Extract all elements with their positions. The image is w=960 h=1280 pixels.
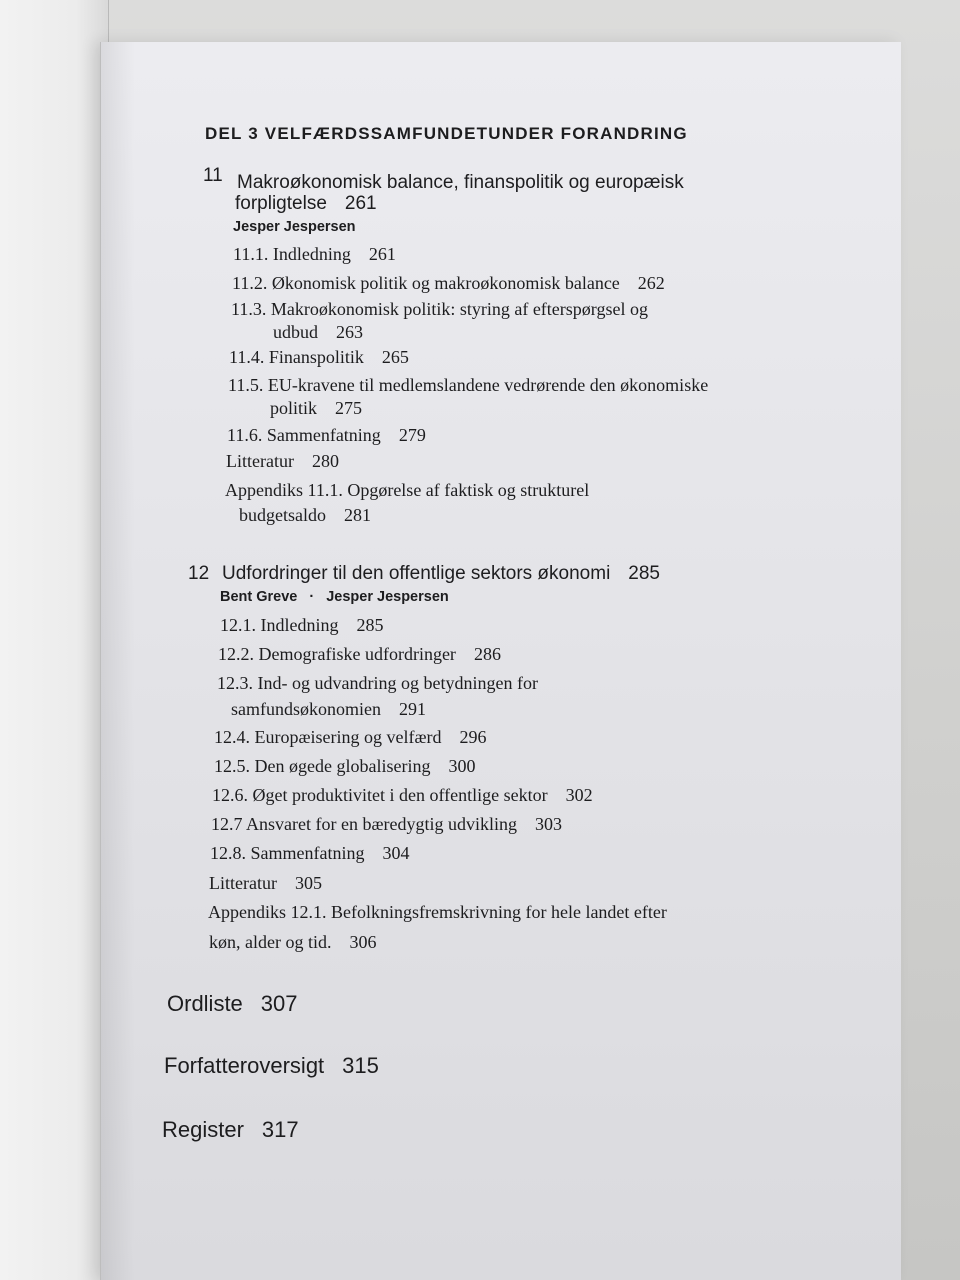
chapter-11-page: 261 [344, 193, 377, 214]
toc-entry: Litteratur 280 [226, 451, 339, 471]
toc-entry-cont: samfundsøkonomien 291 [231, 699, 426, 719]
toc-entry: 12.5. Den øgede globalisering 300 [214, 756, 476, 776]
chapter-12-page: 285 [628, 563, 660, 584]
toc-entry-cont: politik 275 [270, 398, 363, 418]
chapter-12-title: Udfordringer til den offentlige sektors økonomi 285 [222, 563, 660, 584]
toc-entry: 12.3. Ind- og udvandring og betydningen for [217, 673, 538, 693]
section-forfatteroversigt: Forfatteroversigt 315 [164, 1053, 379, 1078]
toc-entry: Litteratur 305 [209, 873, 322, 893]
chapter-12-number: 12 [188, 563, 210, 584]
toc-entry: Appendiks 12.1. Befolkningsfremskrivning for hele landet efter [208, 902, 667, 922]
chapter-11-title-cont: forpligtelse 261 [235, 193, 377, 214]
toc-entry: 11.1. Indledning 261 [233, 244, 396, 264]
toc-entry: 11.6. Sammenfatning 279 [227, 425, 426, 445]
section-register: Register 317 [162, 1117, 299, 1142]
toc-entry: 12.6. Øget produktivitet i den offentlige sektor 302 [212, 785, 593, 805]
part-heading: DEL 3 VELFÆRDSSAMFUNDETUNDER FORANDRING [205, 124, 688, 143]
toc-entry: 12.4. Europæisering og velfærd 296 [214, 727, 487, 747]
toc-entry-cont: budgetsaldo 281 [239, 505, 371, 525]
toc-entry: Appendiks 11.1. Opgørelse af faktisk og strukturel [225, 480, 590, 500]
toc-entry: 11.4. Finanspolitik 265 [229, 347, 409, 367]
left-page-edge [0, 0, 109, 1280]
toc-entry: 12.2. Demografiske udfordringer 286 [218, 644, 501, 664]
toc-entry: 12.8. Sammenfatning 304 [210, 843, 410, 863]
toc-entry: 12.1. Indledning 285 [220, 615, 384, 635]
toc-entry: 12.7 Ansvaret for en bæredygtig udvikling 303 [211, 814, 562, 834]
section-ordliste: Ordliste 307 [167, 991, 298, 1016]
chapter-11-author: Jesper Jespersen [233, 219, 356, 235]
chapter-11-title: Makroøkonomisk balance, finanspolitik og europæisk [237, 172, 684, 193]
toc-entry: 11.5. EU-kravene til medlemslandene vedrørende den økonomiske [228, 375, 709, 395]
toc-entry-cont: køn, alder og tid. 306 [209, 932, 377, 952]
chapter-11-number: 11 [203, 165, 223, 186]
toc-entry: 11.3. Makroøkonomisk politik: styring af efterspørgsel og [231, 299, 648, 319]
toc-entry-cont: udbud 263 [273, 322, 363, 342]
chapter-12-authors: Bent Greve · Jesper Jespersen [220, 589, 449, 605]
toc-entry: 11.2. Økonomisk politik og makroøkonomisk balance 262 [232, 273, 665, 293]
book-page [100, 42, 901, 1280]
